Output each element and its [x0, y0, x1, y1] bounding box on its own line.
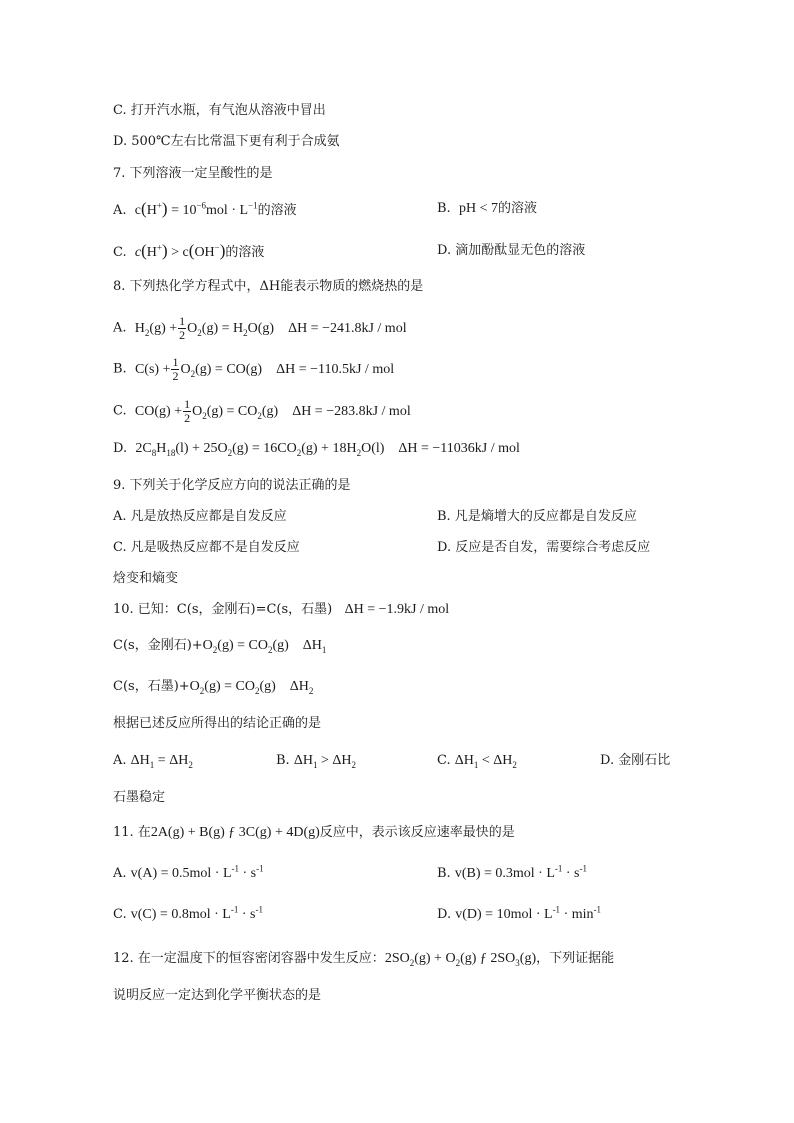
- option-9b: B. 凡是熵增大的反应都是自发反应: [437, 509, 637, 524]
- question-7: 7. 下列溶液一定呈酸性的是: [113, 166, 273, 181]
- option-8c: C. CO(g) + $\frac{1}{2}$ $O_2(g) = CO_2(g)$ ΔH = −283.8kJ / mol: [113, 397, 411, 425]
- option-10d: D. 金刚石比: [600, 753, 671, 768]
- option-8d: D. $2C_8H_{18}(l) + 25O_2(g) = 16CO_2(g) + 18H_2O(l)$ ΔH = −11036kJ / mol: [113, 441, 520, 458]
- option-9d: D. 反应是否自发，需要综合考虑反应: [437, 540, 651, 555]
- option-10a: A. $\Delta H_1 = \Delta H_2$: [113, 753, 193, 770]
- option-7b: B. pH < 7的溶液: [437, 201, 537, 216]
- option-9c: C. 凡是吸热反应都不是自发反应: [113, 540, 300, 555]
- option-11b: B. $v(B) = 0.3mol \cdot L^{-1} \cdot s^{-1}$: [437, 863, 588, 881]
- option-8a: A. $H_2(g)$ + $\frac{1}{2}$ $O_2(g) = H_2O(g)$ ΔH = −241.8kJ / mol: [113, 314, 407, 342]
- option-9a: A. 凡是放热反应都是自发反应: [113, 509, 287, 524]
- equation-10-2: C(s，石墨)$+O_2(g) = CO_2(g)$ $\Delta H_2$: [113, 679, 314, 696]
- question-12: 12. 在一定温度下的恒容密闭容器中发生反应：$2SO_2(g) + O_2(g)$ ƒ $2SO_3(g)$，下列证据能: [113, 951, 615, 968]
- option-6c: C. 打开汽水瓶，有气泡从溶液中冒出: [113, 103, 326, 118]
- question-10: 10. 已知：C(s，金刚石)=C(s，石墨) ΔH = −1.9kJ / mol: [113, 602, 450, 617]
- equation-10-1: C(s，金刚石)$+O_2(g) = CO_2(g)$ $\Delta H_1$: [113, 638, 327, 655]
- question-10-ask: 根据已述反应所得出的结论正确的是: [113, 716, 322, 731]
- option-10d-cont: 石墨稳定: [113, 790, 166, 805]
- question-12-cont: 说明反应一定达到化学平衡状态的是: [113, 988, 322, 1003]
- option-7a: A. $c(H^+) = 10^{-6}mol \cdot L^{-1}$的溶液: [113, 199, 297, 218]
- option-11c: C. $v(C) = 0.8mol \cdot L^{-1} \cdot s^{-1}$: [113, 904, 263, 922]
- question-9: 9. 下列关于化学反应方向的说法正确的是: [113, 478, 351, 493]
- option-9d-cont: 焓变和熵变: [113, 571, 179, 586]
- option-11a: A. $v(A) = 0.5mol \cdot L^{-1} \cdot s^{-1}$: [113, 863, 264, 881]
- option-7d: D. 滴加酚酞显无色的溶液: [437, 243, 586, 258]
- option-10c: C. $\Delta H_1 < \Delta H_2$: [437, 753, 517, 770]
- option-11d: D. $v(D) = 10mol \cdot L^{-1} \cdot \min^{-1}$: [437, 904, 602, 922]
- option-10b: B. $\Delta H_1 > \Delta H_2$: [276, 753, 356, 770]
- question-8: 8. 下列热化学方程式中，ΔH能表示物质的燃烧热的是: [113, 279, 424, 294]
- option-7c: C. c(H+) > c(OH−)的溶液: [113, 241, 265, 260]
- option-6d: D. 500℃左右比常温下更有利于合成氨: [113, 134, 340, 149]
- option-8b: B. C(s) + $\frac{1}{2}$ $O_2(g) = CO(g)$ ΔH = −110.5kJ / mol: [113, 355, 395, 383]
- question-11: 11. 在2A(g) + B(g) ƒ 3C(g) + 4D(g)反应中，表示该反应速率最快的是: [113, 825, 515, 840]
